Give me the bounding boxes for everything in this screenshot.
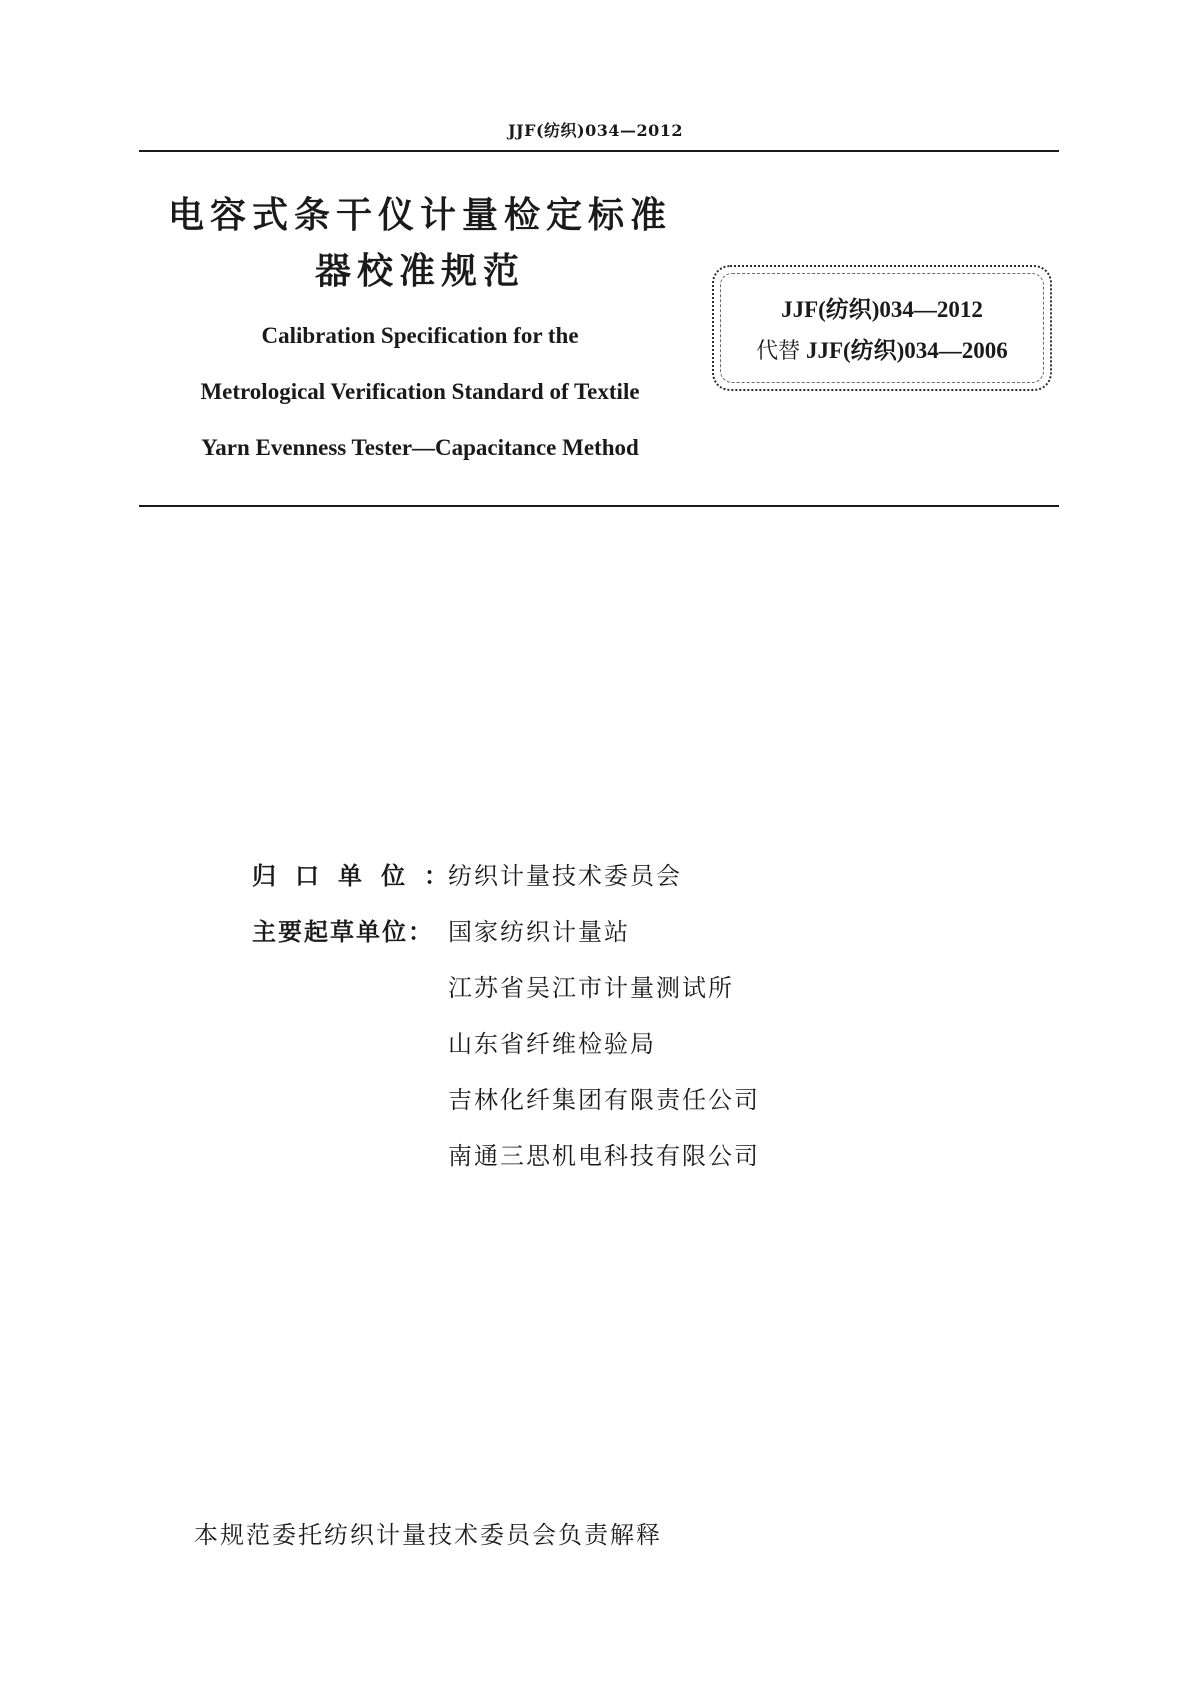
drafting-unit-label: 主要起草单位：	[252, 918, 434, 946]
replaced-standard-code: JJF(纺织)034—2006	[805, 338, 1008, 363]
responsible-unit-label: 归口单位：	[252, 862, 467, 890]
drafting-unit-row	[252, 1144, 760, 1168]
title-chinese-line-1: 电容式条干仪计量检定标准	[167, 195, 672, 236]
bottom-divider	[139, 505, 1059, 507]
drafting-unit-row	[252, 1032, 656, 1056]
title-chinese-line-2: 器校准规范	[314, 251, 525, 292]
current-standard-code: JJF(纺织)034—2012	[781, 297, 983, 322]
drafting-unit-value: 江苏省吴江市计量测试所	[448, 974, 734, 1002]
interpretation-note: 本规范委托纺织计量技术委员会负责解释	[194, 1521, 662, 1549]
responsible-unit-value: 纺织计量技术委员会	[448, 862, 682, 890]
document-code-header: JJF(纺织)034—2012	[507, 121, 684, 140]
standard-code-box	[712, 265, 1052, 391]
title-english-line-3: Yarn Evenness Tester—Capacitance Method	[201, 435, 639, 460]
responsible-unit-row	[252, 864, 682, 888]
drafting-unit-row	[252, 1088, 760, 1112]
drafting-unit-value: 国家纺织计量站	[448, 918, 630, 946]
replaces-prefix: 代替	[756, 339, 801, 364]
top-divider	[139, 150, 1059, 152]
drafting-unit-row	[252, 976, 734, 1000]
drafting-unit-value: 山东省纤维检验局	[448, 1030, 656, 1058]
drafting-unit-value: 南通三思机电科技有限公司	[448, 1142, 760, 1170]
drafting-unit-row	[252, 920, 630, 944]
replaced-standard-line	[714, 339, 1050, 363]
title-english-line-2: Metrological Verification Standard of Textile	[200, 379, 640, 404]
title-english-line-1: Calibration Specification for the	[261, 323, 579, 348]
drafting-unit-value: 吉林化纤集团有限责任公司	[448, 1086, 760, 1114]
